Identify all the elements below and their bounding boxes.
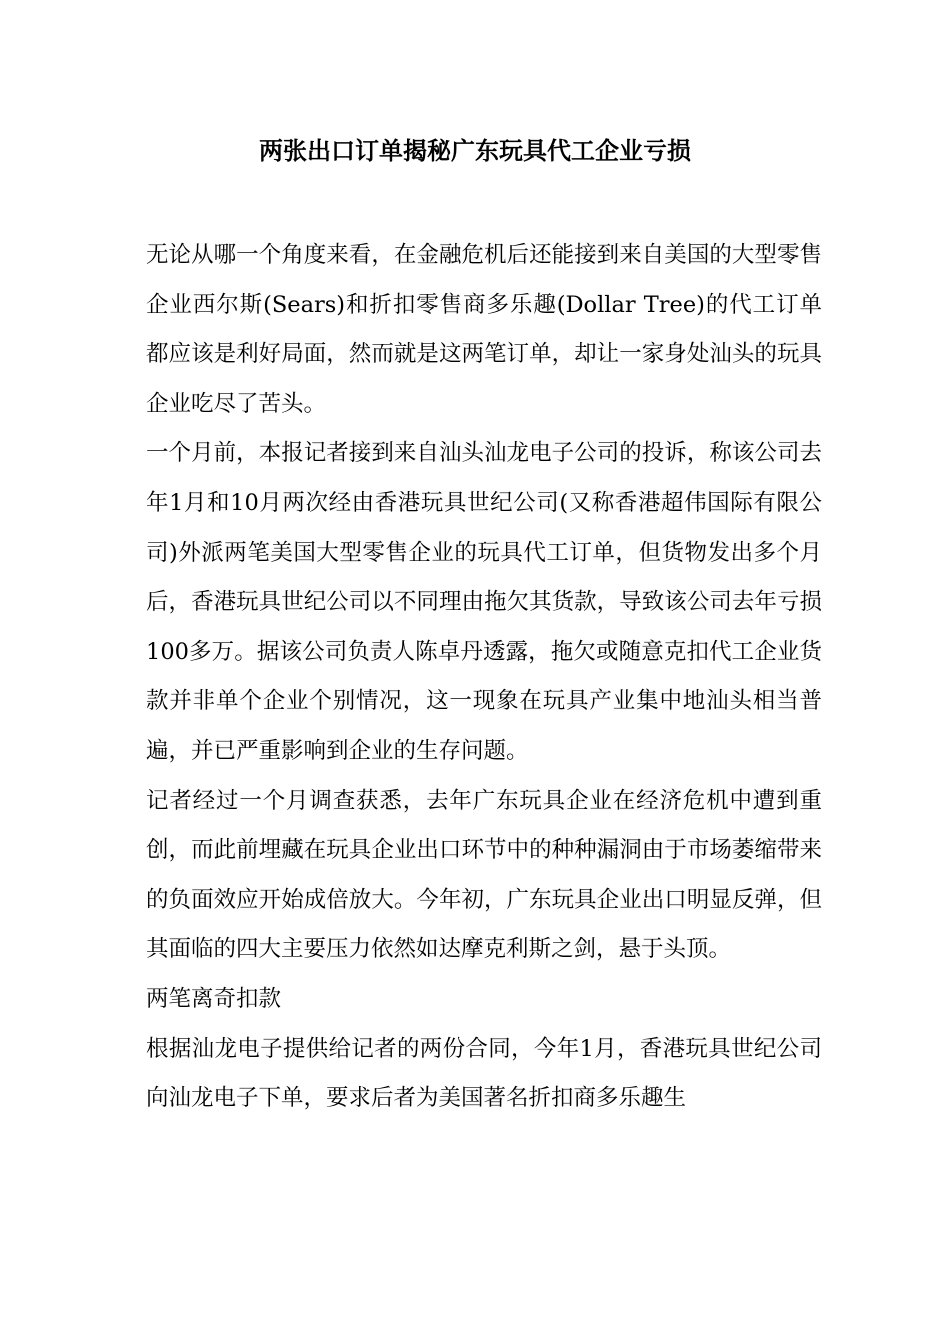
- document-title: 两张出口订单揭秘广东玩具代工企业亏损: [259, 136, 691, 165]
- section-heading: 两笔离奇扣款: [146, 985, 282, 1012]
- paragraph-1: 无论从哪一个角度来看，在金融危机后还能接到来自美国的大型零售企业西尔斯(Sears)和折扣零售商多乐趣(Dollar Tree)的代工订单都应该是利好局面，然而就是这两笔订单，却让一家身处汕头的玩具企业吃尽了苦头。: [146, 242, 822, 417]
- document-body: [146, 231, 822, 1124]
- paragraph-2: 一个月前，本报记者接到来自汕头汕龙电子公司的投诉，称该公司去年1月和10月两次经由香港玩具世纪公司(又称香港超伟国际有限公司)外派两笔美国大型零售企业的玩具代工订单，但货物发出多个月后，香港玩具世纪公司以不同理由拖欠其货款，导致该公司去年亏损100多万。据该公司负责人陈卓丹透露，拖欠或随意克扣代工企业货款并非单个企业个别情况，这一现象在玩具产业集中地汕头相当普遍，并已严重影响到企业的生存问题。: [146, 440, 822, 764]
- paragraph-3: 记者经过一个月调查获悉，去年广东玩具企业在经济危机中遭到重创，而此前埋藏在玩具企业出口环节中的种种漏洞由于市场萎缩带来的负面效应开始成倍放大。今年初，广东玩具企业出口明显反弹，但其面临的四大主要压力依然如达摩克利斯之剑，悬于头顶。: [146, 787, 822, 963]
- paragraph-4: 根据汕龙电子提供给记者的两份合同，今年1月，香港玩具世纪公司向汕龙电子下单，要求后者为美国著名折扣商多乐趣生: [146, 1035, 822, 1112]
